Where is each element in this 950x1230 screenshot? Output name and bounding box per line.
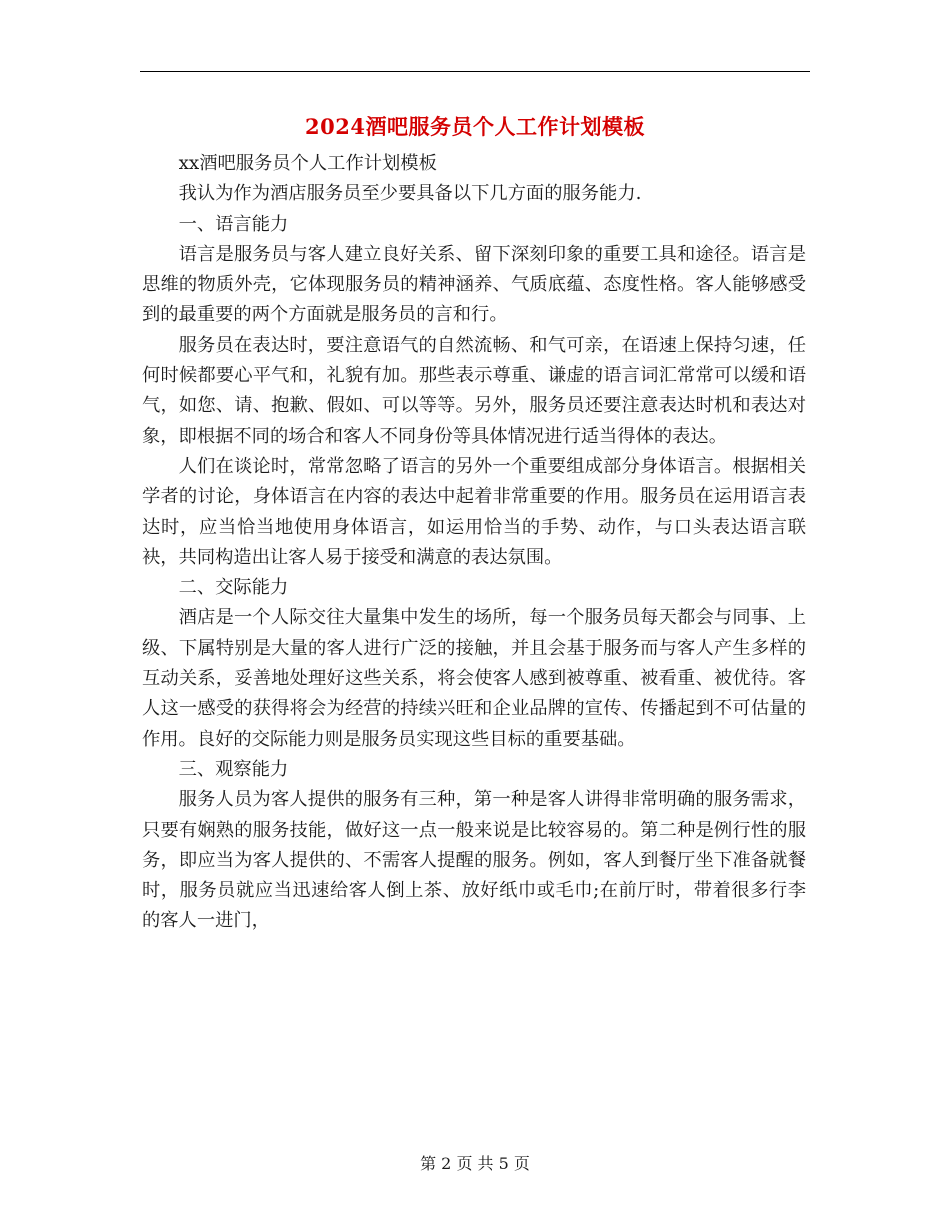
section-heading-observation: 三、观察能力 — [178, 758, 289, 780]
paragraph: 人们在谈论时，常常忽略了语言的另外一个重要组成部分身体语言。根据相关学者的讨论，身体语言在内容的表达中起着非常重要的作用。服务员在运用语言表达时，应当恰当地使用身体语言，如运用恰当的手势、动作，与口头表达语言联袂，共同构造出让客人易于接受和满意的表达氛围。 — [142, 455, 806, 568]
section-heading-social: 二、交际能力 — [178, 577, 289, 599]
section-heading-language: 一、语言能力 — [178, 213, 289, 235]
paragraph: 服务员在表达时，要注意语气的自然流畅、和气可亲，在语速上保持匀速，任何时候都要心平气和，礼貌有加。那些表示尊重、谦虚的语言词汇常常可以缓和语气，如您、请、抱歉、假如、可以等等。另外，服务员还要注意表达时机和表达对象，即根据不同的场合和客人不同身份等具体情况进行适当得体的表达。 — [142, 334, 806, 447]
page-footer: 第 2 页 共 5 页 — [420, 1154, 530, 1173]
document-title: 2024酒吧服务员个人工作计划模板 — [305, 114, 645, 139]
header-rule — [140, 71, 810, 72]
paragraph-subtitle: xx酒吧服务员个人工作计划模板 — [178, 153, 437, 174]
paragraph: 服务人员为客人提供的服务有三种，第一种是客人讲得非常明确的服务需求，只要有娴熟的服务技能，做好这一点一般来说是比较容易的。第二种是例行性的服务，即应当为客人提供的、不需客人提醒的服务。例如，客人到餐厅坐下准备就餐时，服务员就应当迅速给客人倒上茶、放好纸巾或毛巾;在前厅时，带着很多行李的客人一进门， — [142, 789, 806, 932]
document-body — [142, 149, 806, 937]
paragraph: 酒店是一个人际交往大量集中发生的场所，每一个服务员每天都会与同事、上级、下属特别是大量的客人进行广泛的接触，并且会基于服务而与客人产生多样的互动关系，妥善地处理好这些关系，将会使客人感到被尊重、被看重、被优待。客人这一感受的获得将会为经营的持续兴旺和企业品牌的宣传、传播起到不可估量的作用。良好的交际能力则是服务员实现这些目标的重要基础。 — [142, 607, 806, 750]
paragraph-intro: 我认为作为酒店服务员至少要具备以下几方面的服务能力. — [178, 183, 642, 205]
paragraph: 语言是服务员与客人建立良好关系、留下深刻印象的重要工具和途径。语言是思维的物质外壳，它体现服务员的精神涵养、气质底蕴、态度性格。客人能够感受到的最重要的两个方面就是服务员的言和行。 — [142, 243, 806, 326]
